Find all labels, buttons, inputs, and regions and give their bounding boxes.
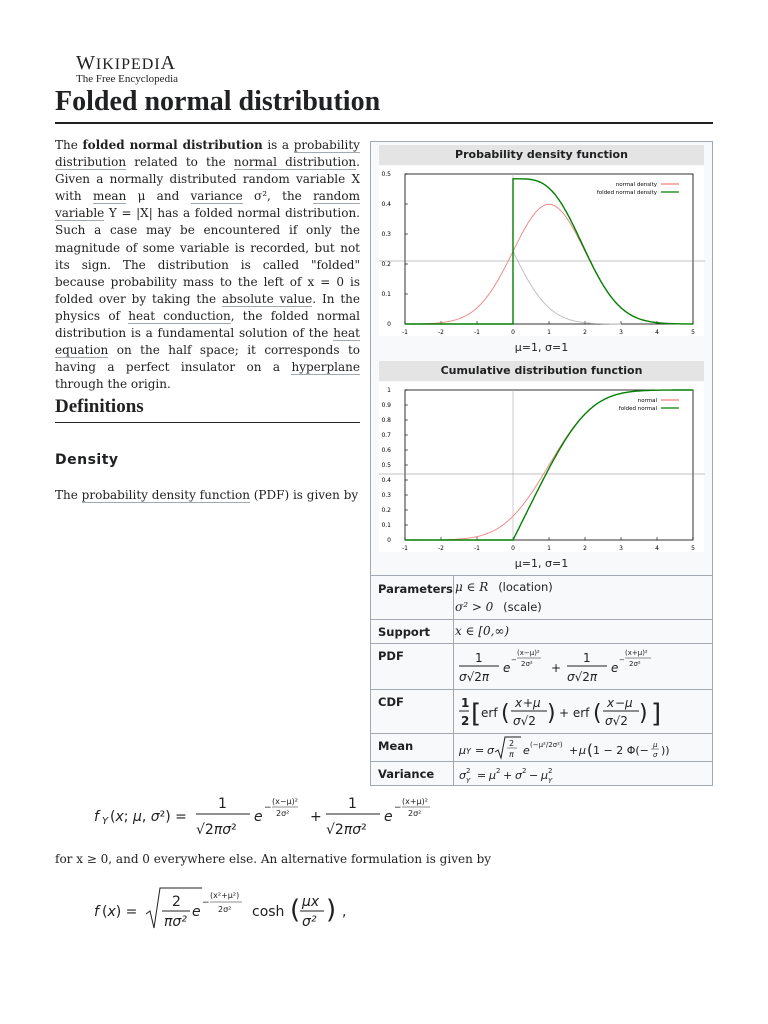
svg-text:σ√2: σ√2	[513, 714, 536, 728]
svg-text:Y: Y	[548, 777, 553, 785]
intro-paragraph: The folded normal distribution is a probability distribution related to the normal distribution. Given a normally distributed random variable X with mean μ and variance σ², the random variable Y = |X| has a folded normal distribution. Such a case may be encountered if only the magnitude of some variable is recorded, but not its sign. The distribution is called "folded" because probability mass to the left of x = 0 is folded over by taking the absolute value. In the physics of heat conduction, the folded normal distribution is a fundamental solution of the heat equation on the half space; it corresponds to having a perfect insulator on a hyperplane through the origin.	[55, 138, 360, 392]
svg-text:σ: σ	[487, 744, 494, 757]
svg-text:2: 2	[172, 894, 181, 910]
x-tick-label: 3	[619, 329, 623, 336]
x-tick-label: 0	[511, 545, 515, 552]
svg-text:+: +	[569, 744, 579, 757]
cdf-expression	[457, 692, 707, 732]
svg-text:σ: σ	[653, 751, 658, 759]
svg-text:σ: σ	[459, 769, 466, 782]
x-tick-label: 4	[655, 329, 659, 336]
cdf-chart-header: Cumulative distribution function	[379, 361, 704, 381]
row-pdf: PDF 1 σ√2π e − (x−μ)² 2σ² + 1 σ√2π e − (x+μ)² 2σ²	[371, 643, 712, 690]
svg-text:]: ]	[651, 699, 662, 729]
svg-text:(x+μ)²: (x+μ)²	[402, 797, 428, 806]
svg-text:μ: μ	[533, 696, 541, 710]
pdf-intro-text: The probability density function (PDF) is given by	[55, 488, 359, 502]
title-divider	[55, 122, 713, 124]
mean-expression	[457, 734, 707, 764]
y-tick-label: 0.5	[381, 171, 391, 178]
svg-text:1: 1	[218, 796, 227, 812]
svg-text:(x−μ)²: (x−μ)²	[517, 649, 540, 657]
y-tick-label: 0.2	[381, 261, 391, 268]
link-absolute-value[interactable]: absolute value	[222, 291, 313, 306]
svg-text:+: +	[503, 769, 513, 782]
cdf-chart	[371, 382, 712, 554]
x-tick-label: -2	[438, 545, 444, 552]
svg-text:e: e	[523, 744, 530, 757]
cdf-chart-caption: μ=1, σ=1	[514, 557, 569, 570]
svg-text:σ√2π: σ√2π	[567, 670, 598, 684]
svg-text:πσ²: πσ²	[164, 914, 187, 930]
svg-text:2: 2	[466, 767, 471, 775]
svg-text:(−μ²/2σ²): (−μ²/2σ²)	[530, 741, 563, 749]
x-tick-label: -1	[474, 545, 480, 552]
svg-text:(: (	[501, 701, 510, 726]
svg-text:−: −	[264, 803, 272, 813]
row-variance: Variance σ 2 Y = μ 2 + σ 2 − μ 2 Y	[371, 761, 712, 786]
svg-text:Y: Y	[466, 777, 471, 785]
svg-text:f: f	[94, 904, 99, 920]
svg-text:x: x	[515, 696, 523, 710]
legend-label: normal density	[615, 182, 657, 188]
y-tick-label: 0.4	[381, 201, 391, 208]
svg-text:cosh: cosh	[252, 904, 285, 920]
link-mean[interactable]: mean	[92, 189, 127, 204]
svg-text:σ√2π: σ√2π	[459, 670, 490, 684]
svg-text:(x²+μ²): (x²+μ²)	[210, 891, 240, 900]
x-tick-label: 1	[547, 545, 551, 552]
alt-formulation-text: for x ≥ 0, and 0 everywhere else. An alternative formulation is given by	[55, 852, 492, 866]
svg-text:1: 1	[583, 651, 591, 665]
svg-text:e: e	[192, 904, 201, 920]
svg-text:2: 2	[548, 767, 553, 775]
svg-text:[: [	[471, 699, 482, 729]
svg-text:−: −	[529, 769, 539, 782]
svg-text:1: 1	[348, 796, 357, 812]
svg-text:2: 2	[461, 714, 470, 728]
svg-text:μx: μx	[302, 894, 320, 910]
svg-text:−: −	[615, 696, 626, 710]
svg-text:2σ²: 2σ²	[521, 660, 533, 668]
svg-text:Y: Y	[102, 816, 109, 827]
x-tick-label: -1	[474, 329, 480, 336]
svg-text:(x−μ)²: (x−μ)²	[272, 797, 298, 806]
pdf-chart-caption: μ=1, σ=1	[514, 341, 569, 354]
legend-label: folded normal density	[596, 190, 657, 196]
svg-text:(: (	[593, 701, 602, 726]
svg-text:−: −	[511, 656, 517, 664]
svg-text:π: π	[509, 750, 514, 759]
svg-text:): )	[639, 701, 648, 726]
row-cdf: CDF 1 2 [ erf ( x + μ σ√2 ) + erf ( x − μ σ√2 ) ]	[371, 689, 712, 734]
x-tick-label: 4	[655, 545, 659, 552]
row-mean: Mean μY = σ 2 π e (−μ²/2σ²) + μ ( 1 − 2 Φ(− μ σ ))	[371, 733, 712, 762]
svg-text:,: ,	[342, 904, 347, 920]
svg-text:σ√2: σ√2	[605, 714, 628, 728]
svg-text:)): ))	[661, 744, 670, 757]
svg-text:2: 2	[496, 767, 501, 775]
section-heading-definitions: Definitions	[55, 396, 144, 417]
svg-text:e: e	[254, 809, 263, 825]
svg-text:√2πσ²: √2πσ²	[326, 822, 367, 838]
y-tick-label: 0.5	[381, 462, 391, 469]
svg-text:2: 2	[509, 739, 515, 748]
svg-text:e: e	[384, 809, 393, 825]
svg-text:−: −	[619, 656, 625, 664]
svg-text:μY: μY	[459, 744, 471, 757]
svg-text:erf: erf	[481, 706, 498, 720]
svg-text:−: −	[202, 898, 210, 908]
x-tick-label: -1	[402, 545, 408, 552]
svg-text:1: 1	[461, 696, 470, 710]
wikipedia-tagline: The Free Encyclopedia	[76, 73, 179, 85]
x-tick-label: -1	[402, 329, 408, 336]
y-tick-label: 0.4	[381, 477, 391, 484]
y-tick-label: 0.3	[381, 231, 391, 238]
link-normal-distribution[interactable]: normal distribution	[233, 155, 357, 170]
svg-text:(x) =: (x) =	[102, 904, 138, 920]
svg-text:μ: μ	[541, 769, 548, 782]
svg-text:+ erf: + erf	[559, 706, 590, 720]
row-parameters: Parameters μ ∈ R (location) σ² > 0 (scale)	[371, 575, 712, 620]
link-probability-density-function[interactable]: probability density function	[81, 488, 250, 502]
svg-text:e: e	[611, 661, 619, 675]
alt-pdf-formula	[90, 878, 370, 938]
svg-text:2σ²: 2σ²	[629, 660, 641, 668]
svg-text:σ²: σ²	[302, 914, 317, 930]
svg-text:=: =	[477, 769, 487, 782]
svg-text:+: +	[523, 696, 534, 710]
x-tick-label: 5	[691, 329, 695, 336]
pdf-expression	[457, 646, 707, 688]
svg-text:(: (	[290, 895, 301, 925]
x-tick-label: 2	[583, 329, 587, 336]
subsection-heading-density: Density	[55, 452, 119, 468]
legend-label: folded normal	[618, 406, 657, 412]
link-heat-conduction[interactable]: heat conduction	[128, 308, 231, 323]
y-tick-label: 0.1	[381, 522, 391, 529]
link-random-variable[interactable]: random variable	[55, 189, 360, 221]
wikipedia-logo[interactable]	[76, 52, 178, 85]
svg-text:μ: μ	[653, 741, 658, 749]
y-tick-label: 1	[387, 387, 391, 394]
y-tick-label: 0.9	[381, 402, 391, 409]
svg-text:(: (	[587, 741, 593, 759]
svg-text:−: −	[394, 803, 402, 813]
y-tick-label: 0.7	[381, 432, 391, 439]
page-title: Folded normal distribution	[55, 86, 381, 117]
pdf-chart-header: Probability density function	[379, 145, 704, 165]
y-tick-label: 0.6	[381, 447, 391, 454]
svg-text:μ: μ	[489, 769, 496, 782]
x-tick-label: 2	[583, 545, 587, 552]
y-tick-label: 0.8	[381, 417, 391, 424]
y-tick-label: 0.1	[381, 291, 391, 298]
intro-bold-term: folded normal distribution	[82, 138, 263, 152]
x-tick-label: -2	[438, 329, 444, 336]
y-tick-label: 0	[387, 537, 391, 544]
x-tick-label: 1	[547, 329, 551, 336]
svg-text:f: f	[94, 809, 99, 825]
link-heat-equation[interactable]: heat equation	[55, 326, 360, 358]
y-tick-label: 0	[387, 321, 391, 328]
legend-label: normal	[637, 398, 657, 404]
svg-text:(x+μ)²: (x+μ)²	[625, 649, 648, 657]
svg-text:2σ²: 2σ²	[408, 809, 422, 818]
x-tick-label: 5	[691, 545, 695, 552]
y-tick-label: 0.2	[381, 507, 391, 514]
svg-text:μ: μ	[579, 744, 586, 757]
x-tick-label: 3	[619, 545, 623, 552]
svg-text:1: 1	[475, 651, 483, 665]
svg-text:): )	[547, 701, 556, 726]
y-tick-label: 0.3	[381, 492, 391, 499]
section-divider	[55, 422, 360, 423]
svg-text:=: =	[475, 744, 485, 757]
pdf-chart	[371, 166, 712, 338]
pdf-formula	[90, 790, 450, 844]
svg-text:+: +	[310, 809, 322, 825]
infobox	[370, 141, 713, 786]
wikipedia-wordmark: WIKIPEDIA	[76, 52, 177, 74]
svg-text:): )	[326, 895, 337, 925]
svg-text:e: e	[503, 661, 511, 675]
x-tick-label: 0	[511, 329, 515, 336]
svg-text:2σ²: 2σ²	[276, 809, 290, 818]
svg-text:2σ²: 2σ²	[218, 905, 232, 914]
svg-text:σ: σ	[515, 769, 522, 782]
link-hyperplane[interactable]: hyperplane	[291, 360, 360, 375]
link-variance[interactable]: variance	[190, 189, 243, 204]
svg-text:μ: μ	[625, 696, 633, 710]
link-probability-distribution[interactable]: probability distribution	[55, 138, 360, 170]
row-support: Support x ∈ [0,∞)	[371, 619, 712, 644]
svg-text:+: +	[551, 661, 562, 675]
svg-text:x: x	[607, 696, 615, 710]
svg-text:√2πσ²: √2πσ²	[196, 822, 237, 838]
svg-text:(x; μ, σ²) =: (x; μ, σ²) =	[110, 809, 187, 825]
variance-expression	[457, 762, 707, 786]
svg-text:2: 2	[522, 767, 527, 775]
svg-text:1 − 2 Φ(−: 1 − 2 Φ(−	[593, 744, 649, 757]
